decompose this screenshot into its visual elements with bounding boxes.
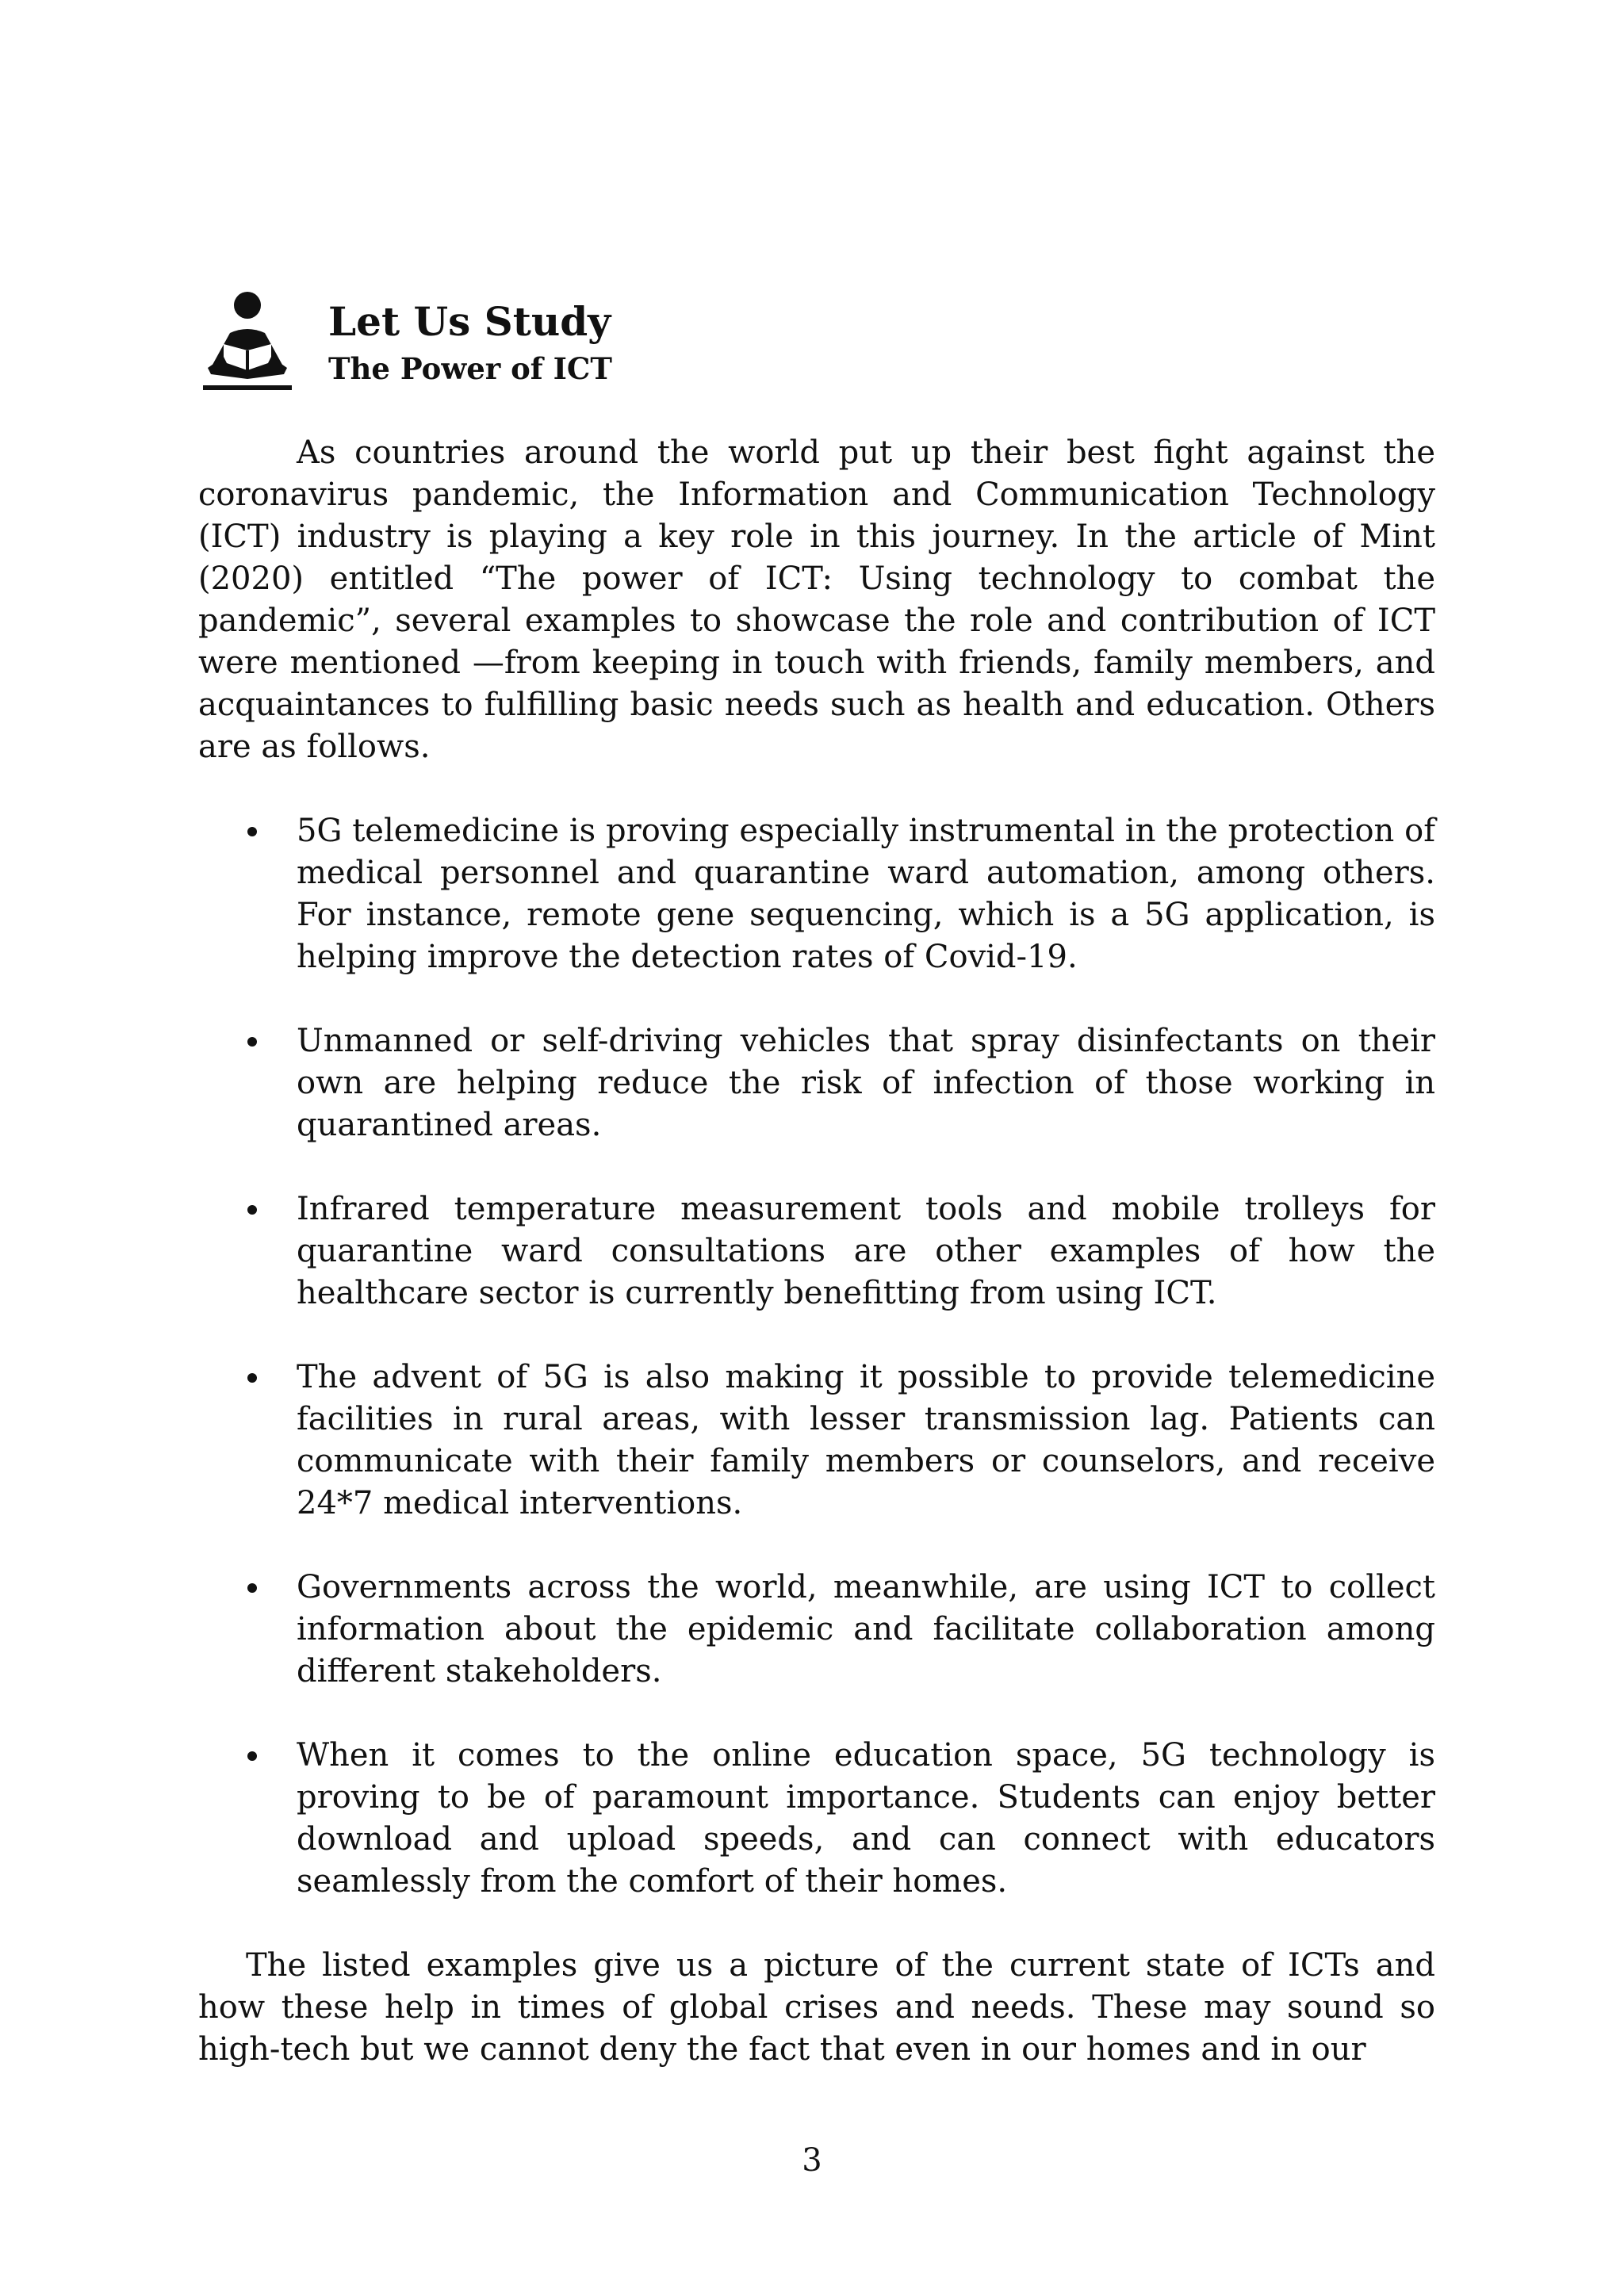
- list-item-text: 5G telemedicine is proving especially instrumental in the protection of medical personnel and quarantine ward automation, among others. For instance, remote gene sequencing, which is a 5G application, is helping improve the detection rates of Covid-19.: [297, 813, 1435, 975]
- list-item: [198, 1567, 1435, 1693]
- list-item: [198, 1188, 1435, 1314]
- list-item: [198, 1357, 1435, 1525]
- bullet-icon: [247, 827, 257, 836]
- list-item-text: When it comes to the online education space, 5G technology is proving to be of paramount importance. Students can enjoy better download and upload speeds, and can connect with educators seamlessly from the comfort of their homes.: [297, 1737, 1435, 1900]
- list-item-text: The advent of 5G is also making it possible to provide telemedicine facilities in rural areas, with lesser transmission lag. Patients can communicate with their family members or counselors, and receive 24*7 medical interventions.: [297, 1359, 1435, 1521]
- list-item-text: Governments across the world, meanwhile, are using ICT to collect information about the epidemic and facilitate collaboration among different stakeholders.: [297, 1569, 1435, 1689]
- bullet-icon: [247, 1373, 257, 1383]
- section-header: [201, 292, 677, 403]
- page-number: 3: [802, 2142, 822, 2179]
- bullet-icon: [247, 1751, 257, 1761]
- header-titles: [328, 298, 612, 388]
- list-item-text: Infrared temperature measurement tools and mobile trolleys for quarantine ward consultations are other examples of how the healthcare sector is currently benefitting from using ICT.: [297, 1191, 1435, 1311]
- intro-paragraph: As countries around the world put up their best fight against the coronavirus pandemic, the Information and Communication Technology (ICT) industry is playing a key role in this journey. In the article of Mint (2020) entitled “The power of ICT: Using technology to combat the pandemic”, several examples to showcase the role and contribution of ICT were mentioned —from keeping in touch with friends, family members, and acquaintances to fulfilling basic needs such as health and education. Others are as follows.: [198, 434, 1435, 765]
- section-title: Let Us Study: [328, 298, 611, 345]
- section-subtitle: The Power of ICT: [328, 351, 612, 386]
- list-item: [198, 810, 1435, 978]
- bullet-icon: [247, 1583, 257, 1593]
- bullet-icon: [247, 1037, 257, 1047]
- list-item-text: Unmanned or self-driving vehicles that spray disinfectants on their own are helping reduce the risk of infection of those working in quarantined areas.: [297, 1023, 1435, 1143]
- examples-list: [198, 810, 1435, 1903]
- closing-paragraph: The listed examples give us a picture of the current state of ICTs and how these help in times of global crises and needs. These may sound so high-tech but we cannot deny the fact that even in our homes and in our: [198, 1947, 1435, 2068]
- list-item: [198, 1735, 1435, 1903]
- body-content: [198, 432, 1435, 2071]
- reader-study-icon: [201, 292, 293, 393]
- bullet-icon: [247, 1205, 257, 1215]
- list-item: [198, 1020, 1435, 1146]
